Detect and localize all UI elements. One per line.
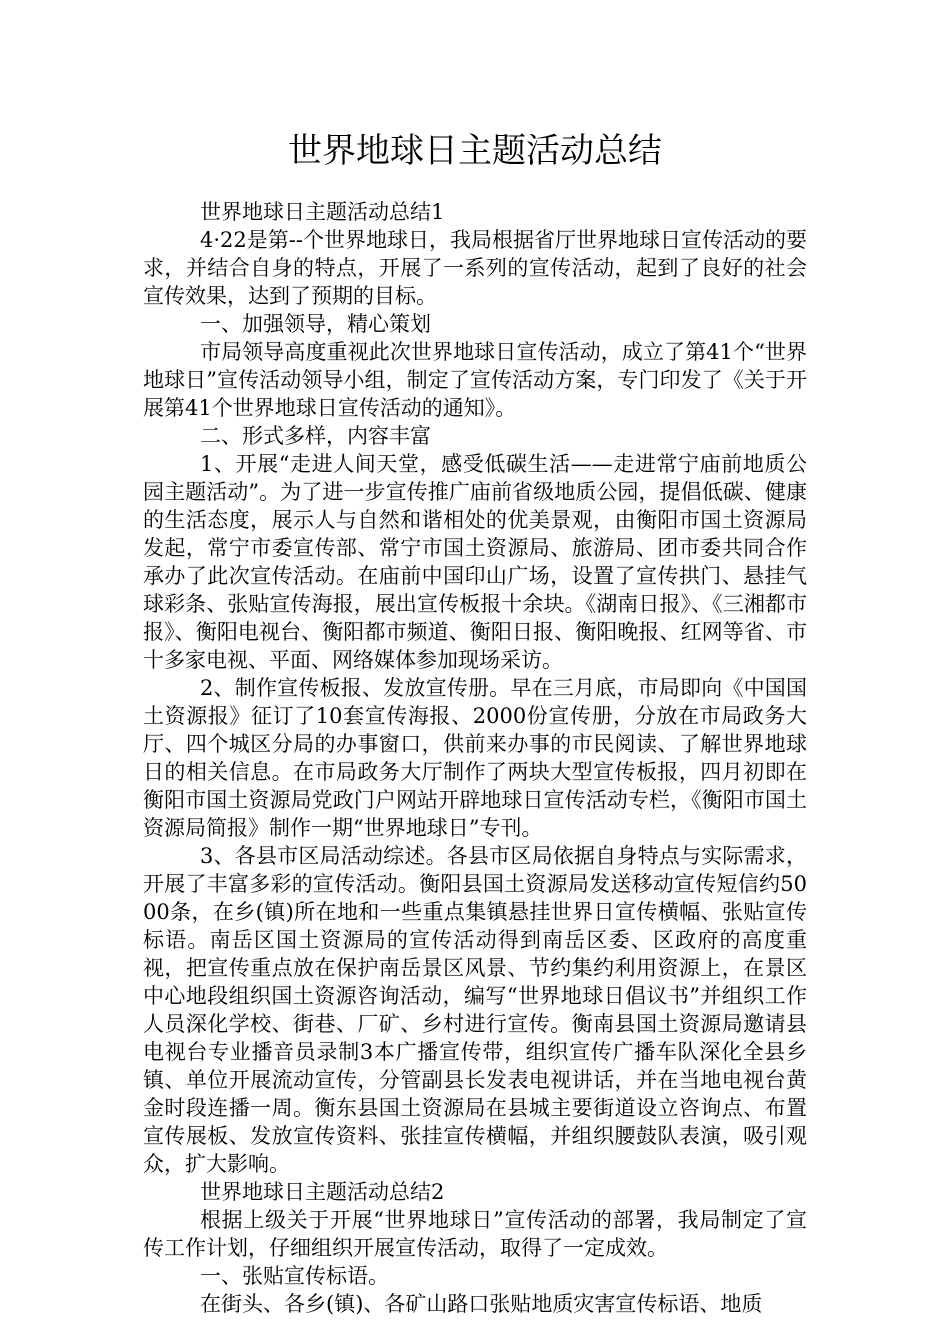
paragraph-activity-2: 2、制作宣传板报、发放宣传册。早在三月底，市局即向《中国国土资源报》征订了10套宣传海报、2000份宣传册，分放在市局政务大厅、四个城区分局的办事窗口，供前来办事的市民阅读、了解世界地球日的相关信息。在市局政务大厅制作了两块大型宣传板报，四月初即在衡阳市国土资源局党政门户网站开辟地球日宣传活动专栏，《衡阳市国土资源局简报》制作一期“世界地球日”专刊。 [143, 676, 807, 840]
section-heading-2: 世界地球日主题活动总结2 [200, 1180, 445, 1204]
section-heading-1: 世界地球日主题活动总结1 [200, 200, 445, 224]
paragraph-section2-intro: 根据上级关于开展“世界地球日”宣传活动的部署，我局制定了宣传工作计划，仔细组织开展宣传活动，取得了一定成效。 [143, 1208, 807, 1260]
subheading-forms: 二、形式多样，内容丰富 [200, 424, 431, 448]
document-body [143, 198, 807, 1318]
paragraph-leadership: 市局领导高度重视此次世界地球日宣传活动，成立了第41个“世界地球日”宣传活动领导小组，制定了宣传活动方案，专门印发了《关于开展第41个世界地球日宣传活动的通知》。 [143, 340, 807, 420]
paragraph-activity-3: 3、各县市区局活动综述。各县市区局依据自身特点与实际需求，开展了丰富多彩的宣传活动。衡阳县国土资源局发送移动宣传短信约5000条，在乡(镇)所在地和一些重点集镇悬挂世界日宣传横幅、张贴宣传标语。南岳区国土资源局的宣传活动得到南岳区委、区政府的高度重视，把宣传重点放在保护南岳景区风景、节约集约利用资源上，在景区中心地段组织国土资源咨询活动，编写“世界地球日倡议书”并组织工作人员深化学校、街巷、厂矿、乡村进行宣传。衡南县国土资源局邀请县电视台专业播音员录制3本广播宣传带，组织宣传广播车队深化全县乡镇、单位开展流动宣传，分管副县长发表电视讲话，并在当地电视台黄金时段连播一周。衡东县国土资源局在县城主要街道设立咨询点、布置宣传展板、发放宣传资料、张挂宣传横幅，并组织腰鼓队表演，吸引观众，扩大影响。 [143, 844, 807, 1176]
subheading-slogans: 一、张贴宣传标语。 [200, 1264, 389, 1288]
paragraph-activity-1: 1、开展“走进人间天堂，感受低碳生活——走进常宁庙前地质公园主题活动”。为了进一步宣传推广庙前省级地质公园，提倡低碳、健康的生活态度，展示人与自然和谐相处的优美景观，由衡阳市国土资源局发起，常宁市委宣传部、常宁市国土资源局、旅游局、团市委共同合作承办了此次宣传活动。在庙前中国印山广场，设置了宣传拱门、悬挂气球彩条、张贴宣传海报，展出宣传板报十余块。《湖南日报》、《三湘都市报》、衡阳电视台、衡阳都市频道、衡阳日报、衡阳晚报、红网等省、市十多家电视、平面、网络媒体参加现场采访。 [143, 452, 807, 672]
subheading-leadership: 一、加强领导，精心策划 [200, 312, 431, 336]
paragraph-intro: 4·22是第--个世界地球日，我局根据省厅世界地球日宣传活动的要求，并结合自身的特点，开展了一系列的宣传活动，起到了良好的社会宣传效果，达到了预期的目标。 [143, 228, 807, 308]
paragraph-slogans: 在街头、各乡(镇)、各矿山路口张贴地质灾害宣传标语、地质 [200, 1292, 763, 1316]
document-title: 世界地球日主题活动总结 [288, 131, 662, 171]
